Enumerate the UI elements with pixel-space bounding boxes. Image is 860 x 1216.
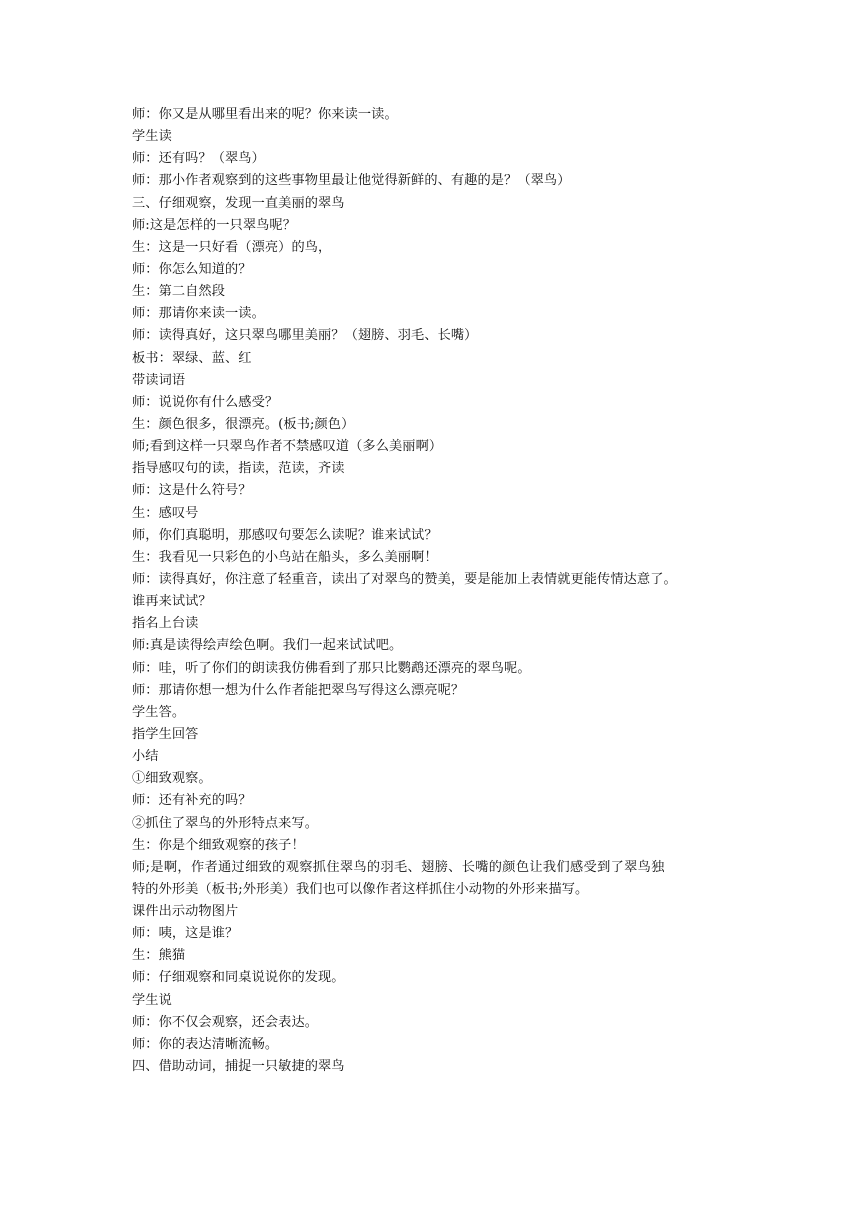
text-line: 师：仔细观察和同桌说说你的发现。 bbox=[132, 970, 345, 986]
text-line: 生：第二自然段 bbox=[132, 284, 226, 300]
text-line: 指学生回答 bbox=[132, 726, 199, 742]
text-line: 指导感叹句的读，指读，范读，齐读 bbox=[132, 461, 345, 477]
text-line: 学生答。 bbox=[132, 704, 186, 720]
text-line: 生：你是个细致观察的孩子！ bbox=[132, 837, 305, 853]
text-line: 生：这是一只好看（漂亮）的鸟， bbox=[132, 239, 332, 255]
text-line: 师：读得真好，你注意了轻重音，读出了对翠鸟的赞美，要是能加上表情就更能传情达意了。 bbox=[132, 571, 677, 587]
text-line: 板书：翠绿、蓝、红 bbox=[132, 350, 252, 366]
text-line: 师;看到这样一只翠鸟作者不禁感叹道（多么美丽啊） bbox=[132, 439, 443, 455]
text-line: ①细致观察。 bbox=[132, 771, 212, 787]
text-line: 生：颜色很多，很漂亮。(板书;颜色） bbox=[132, 416, 355, 432]
text-line: 师：那小作者观察到的这些事物里最让他觉得新鲜的、有趣的是？（翠鸟） bbox=[132, 173, 571, 189]
section-heading: 三、仔细观察，发现一直美丽的翠鸟 bbox=[132, 195, 345, 211]
text-line: 学生说 bbox=[132, 992, 172, 1008]
text-line: 特的外形美（板书;外形美）我们也可以像作者这样抓住小动物的外形来描写。 bbox=[132, 881, 589, 897]
text-line: 师，你们真聪明，那感叹句要怎么读呢？谁来试试？ bbox=[132, 527, 438, 543]
text-line: 师:这是怎样的一只翠鸟呢？ bbox=[132, 217, 296, 233]
text-line: 师：你的表达清晰流畅。 bbox=[132, 1036, 279, 1052]
lesson-transcript bbox=[132, 104, 752, 1078]
section-heading: 四、借助动词，捕捉一只敏捷的翠鸟 bbox=[132, 1059, 345, 1075]
text-line: 师：说说你有什么感受？ bbox=[132, 394, 279, 410]
text-line: 学生读 bbox=[132, 129, 172, 145]
text-line: 生：我看见一只彩色的小鸟站在船头，多么美丽啊！ bbox=[132, 549, 438, 565]
text-line: 师：咦，这是谁？ bbox=[132, 926, 239, 942]
text-line: 师：还有吗？（翠鸟） bbox=[132, 151, 265, 167]
text-line: 生：感叹号 bbox=[132, 505, 199, 521]
text-line: 生：熊猫 bbox=[132, 948, 186, 964]
text-line: 师：读得真好，这只翠鸟哪里美丽？（翅膀、羽毛、长嘴） bbox=[132, 328, 478, 344]
text-line: 师：那请你来读一读。 bbox=[132, 306, 265, 322]
text-line: 师：那请你想一想为什么作者能把翠鸟写得这么漂亮呢？ bbox=[132, 682, 465, 698]
text-line: 师：你怎么知道的？ bbox=[132, 261, 252, 277]
text-line: ②抓住了翠鸟的外形特点来写。 bbox=[132, 815, 319, 831]
text-line: 师：这是什么符号？ bbox=[132, 483, 252, 499]
text-line: 带读词语 bbox=[132, 372, 186, 388]
text-line: 师：哇，听了你们的朗读我仿佛看到了那只比鹦鹉还漂亮的翠鸟呢。 bbox=[132, 660, 531, 676]
text-line: 课件出示动物图片 bbox=[132, 904, 239, 920]
text-line: 师：你又是从哪里看出来的呢？你来读一读。 bbox=[132, 107, 398, 122]
text-line: 师：还有补充的吗？ bbox=[132, 793, 252, 809]
text-line: 指名上台读 bbox=[132, 616, 199, 632]
text-line: 小结 bbox=[132, 749, 159, 765]
text-line: 师：你不仅会观察，还会表达。 bbox=[132, 1014, 319, 1030]
text-line: 谁再来试试？ bbox=[132, 594, 212, 610]
text-line: 师:真是读得绘声绘色啊。我们一起来试试吧。 bbox=[132, 638, 403, 654]
text-line: 师;是啊，作者通过细致的观察抓住翠鸟的羽毛、翅膀、长嘴的颜色让我们感受到了翠鸟独 bbox=[132, 859, 665, 875]
